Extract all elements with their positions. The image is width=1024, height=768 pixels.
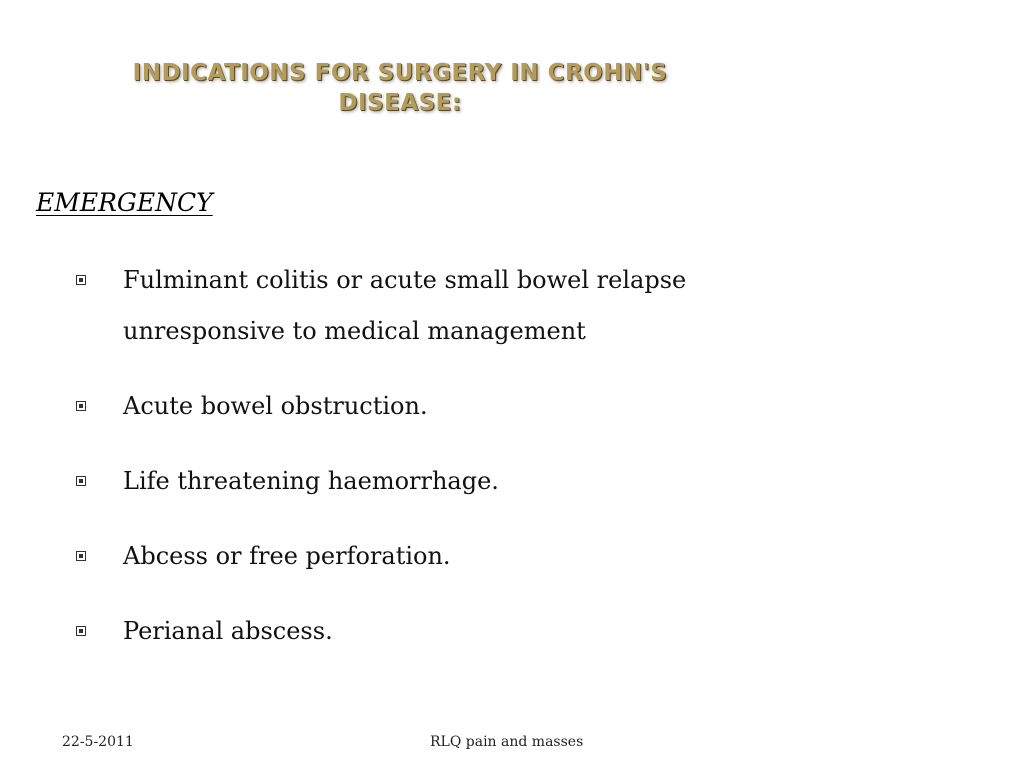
bullet-square-icon [76,275,86,285]
list-item [76,532,736,582]
list-item [76,457,736,507]
bullet-text: Fulminant colitis or acute small bowel relapse unresponsive to medical management [123,266,687,345]
list-item [76,256,736,357]
section-heading: EMERGENCY [36,188,213,217]
footer-date: 22-5-2011 [62,734,134,750]
bullet-square-icon [76,476,86,486]
list-item [76,382,736,432]
bullet-square-icon [76,551,86,561]
bullet-square-icon [76,401,86,411]
bullet-text: Acute bowel obstruction. [123,392,428,420]
bullet-square-icon [76,626,86,636]
list-item [76,607,736,657]
bullet-text: Perianal abscess. [123,617,333,645]
bullet-text: Life threatening haemorrhage. [123,467,499,495]
slide-title: INDICATIONS FOR SURGERY IN CROHN'S DISEASE: [132,60,668,116]
footer-title: RLQ pain and masses [430,734,584,750]
bullet-list [76,256,736,682]
bullet-text: Abcess or free perforation. [123,542,451,570]
